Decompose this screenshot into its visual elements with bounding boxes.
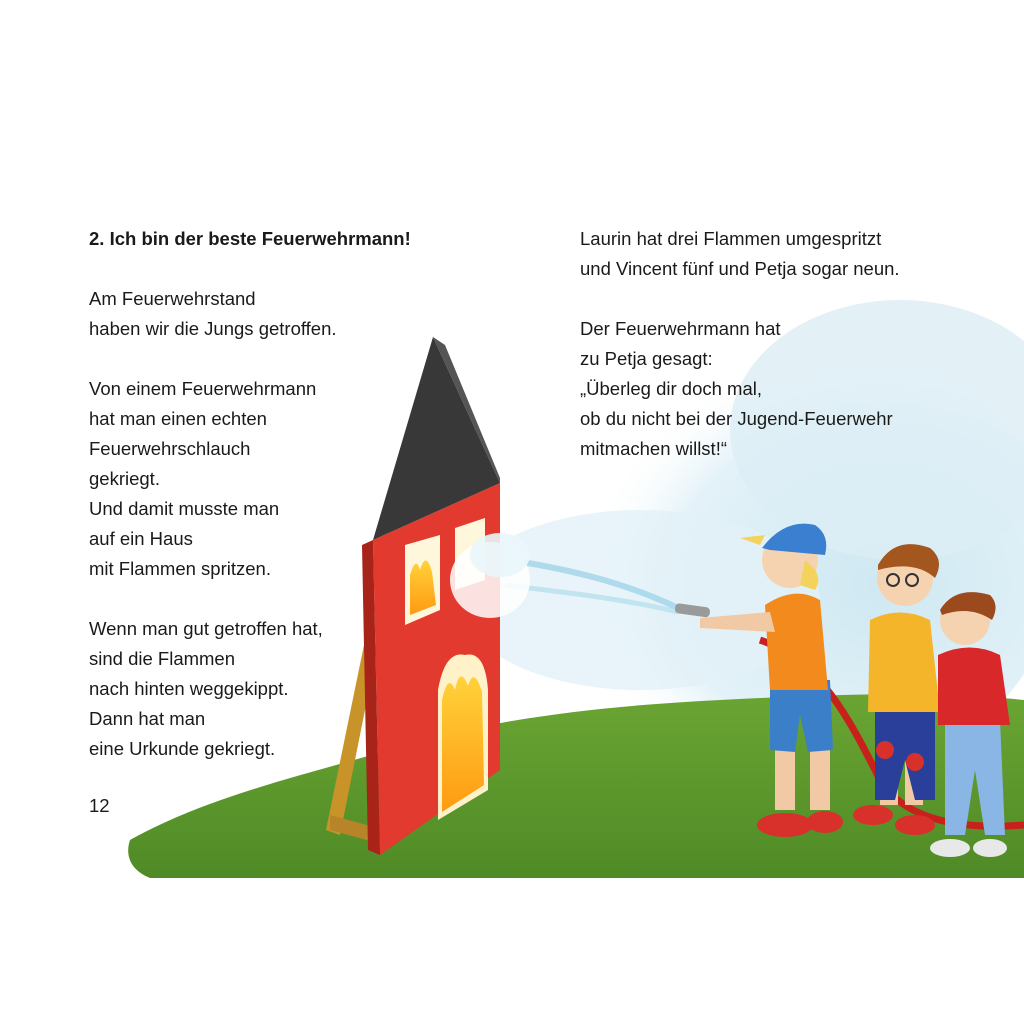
text-line: Der Feuerwehrmann hat bbox=[580, 318, 781, 339]
paragraph bbox=[89, 374, 389, 584]
text-line: Und damit musste man bbox=[89, 498, 280, 519]
text-line: haben wir die Jungs getroffen. bbox=[89, 318, 337, 339]
page-number: 12 bbox=[89, 795, 110, 816]
text-line: mitmachen willst!“ bbox=[580, 438, 727, 459]
text-line: zu Petja gesagt: bbox=[580, 348, 713, 369]
text-line: „Überleg dir doch mal, bbox=[580, 378, 762, 399]
text-line: Von einem Feuerwehrmann bbox=[89, 378, 317, 399]
text-line: Wenn man gut getroffen hat, bbox=[89, 618, 323, 639]
paragraph bbox=[89, 284, 389, 344]
text-line: sind die Flammen bbox=[89, 648, 236, 669]
text-line: und Vincent fünf und Petja sogar neun. bbox=[580, 258, 900, 279]
text-line: gekriegt. bbox=[89, 468, 160, 489]
text-line: Laurin hat drei Flammen umgespritzt bbox=[580, 228, 882, 249]
text-line: ob du nicht bei der Jugend-Feuerwehr bbox=[580, 408, 893, 429]
chapter-title: 2. Ich bin der beste Feuerwehrmann! bbox=[89, 228, 411, 249]
left-text-column bbox=[89, 224, 411, 794]
text-line: nach hinten weggekippt. bbox=[89, 678, 289, 699]
text-line: eine Urkunde gekriegt. bbox=[89, 738, 276, 759]
text-line: hat man einen echten bbox=[89, 408, 267, 429]
text-line: Am Feuerwehrstand bbox=[89, 288, 256, 309]
text-line: auf ein Haus bbox=[89, 528, 193, 549]
text-line: mit Flammen spritzen. bbox=[89, 558, 271, 579]
text-line: Dann hat man bbox=[89, 708, 206, 729]
paragraph bbox=[580, 314, 1000, 464]
paragraph bbox=[580, 224, 1000, 284]
right-text-column bbox=[580, 224, 1000, 494]
paragraph bbox=[89, 614, 389, 764]
text-line: Feuerwehrschlauch bbox=[89, 438, 251, 459]
